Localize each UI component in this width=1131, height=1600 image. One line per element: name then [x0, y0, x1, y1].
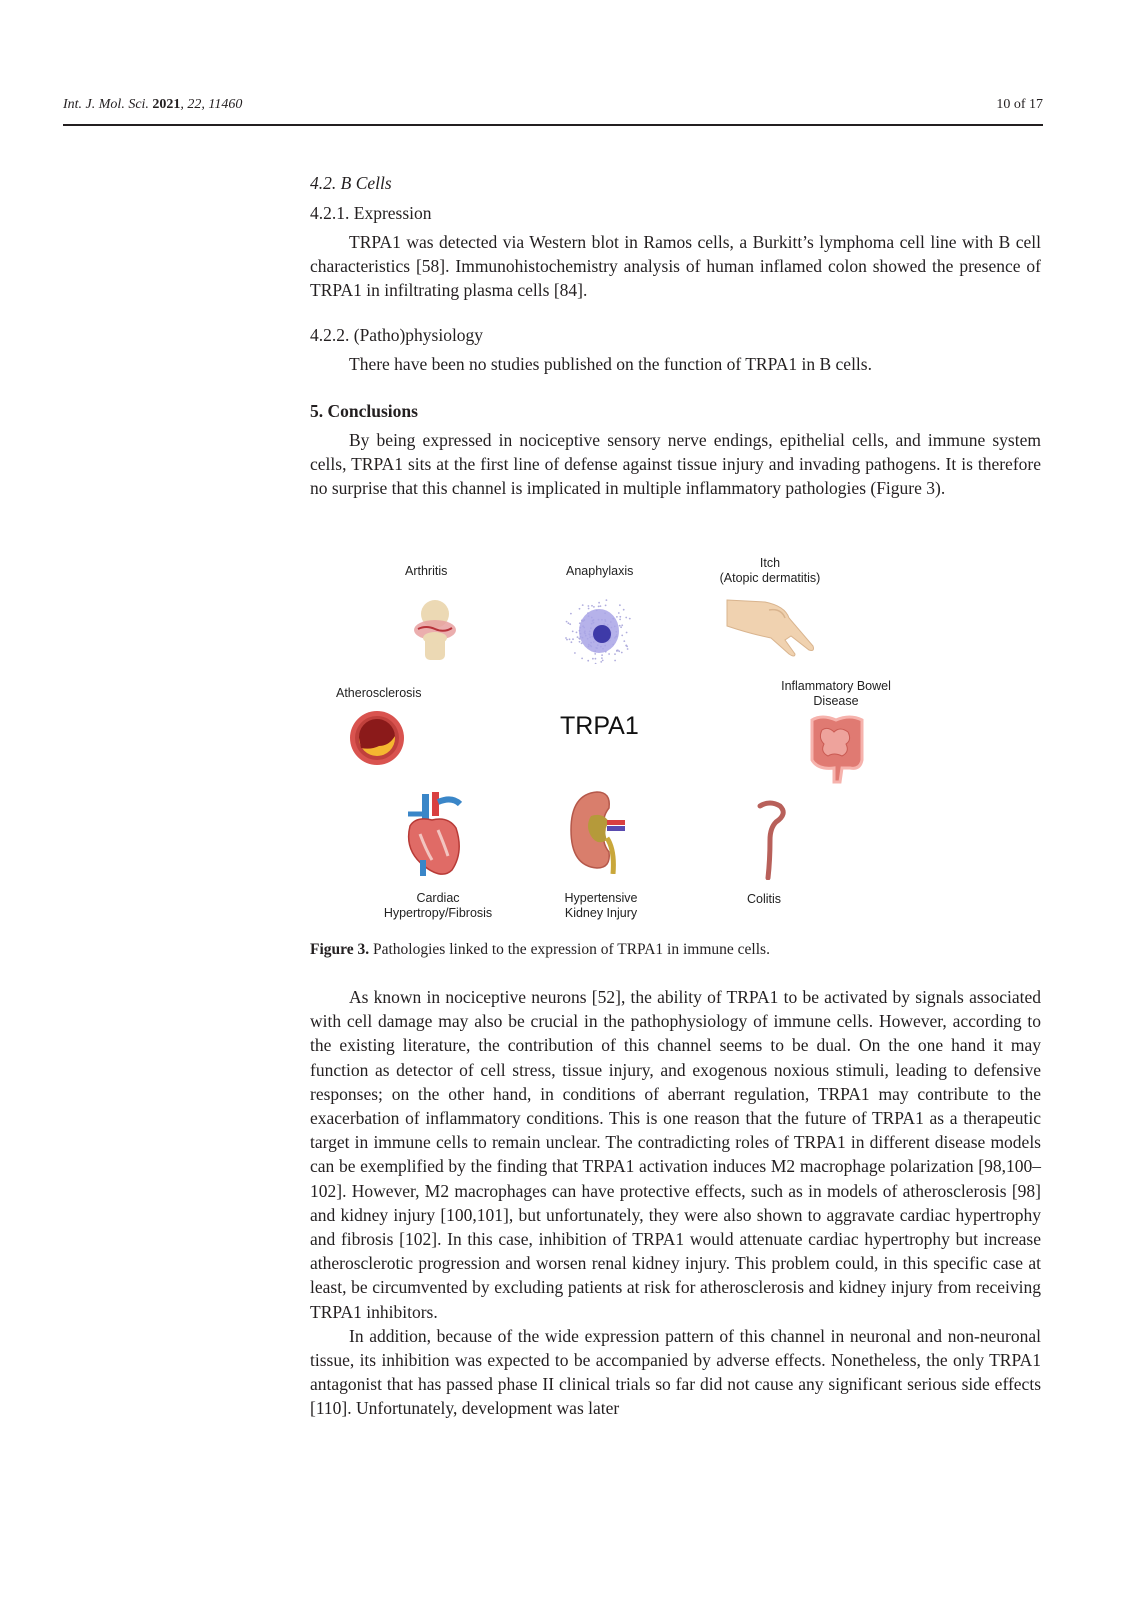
caption-text: Pathologies linked to the expression of TRPA1 in immune cells. [369, 941, 770, 958]
granule-dot [568, 622, 570, 624]
granule-dot [601, 654, 603, 656]
page-number: 10 of 17 [996, 97, 1043, 112]
subsection-title-pathophysiology: 4.2.2. (Patho)physiology [310, 325, 484, 345]
label-cardiac-line2: Hypertropy/Fibrosis [383, 906, 493, 920]
granule-dot [598, 606, 600, 608]
granule-dot [595, 658, 597, 660]
journal-volume: , 22, 11460 [180, 97, 243, 112]
granule-dot [605, 605, 607, 607]
scratching-hand-icon [725, 596, 817, 658]
caption-label: Figure 3. [310, 941, 370, 958]
kidney-icon [567, 790, 631, 874]
granule-dot [619, 625, 621, 627]
paragraph-pathophysiology: There have been no studies published on the function of TRPA1 in B cells. [349, 354, 872, 374]
granule-dot [600, 661, 602, 663]
paragraph-dual-role: As known in nociceptive neurons [52], the ability of TRPA1 to be activated by signals associated with cell damage may also be crucial in the pathophysiology of immune cells. However, according to the existing literature, the contribution of this channel seems to be dual. On the one hand it may function as detector of cell stress, tissue injury, and exogenous noxious stimuli, leading to defensive responses; on the other hand, in conditions of aberrant regulation, TRPA1 may contribute to the exacerbation of inflammatory conditions. This is one reason that the future of TRPA1 as a therapeutic target in immune cells to remain unclear. The contradicting roles of TRPA1 in different disease models can be exemplified by the finding that TRPA1 activation induces M2 macrophage polarization [98,100–102]. However, M2 macrophages can have protective effects, such as in models of atherosclerosis [98] and kidney injury [100,101], but unfortunately, they were also shown to aggravate cardiac hypertrophy and fibrosis [102]. In this case, inhibition of TRPA1 would attenuate cardiac hypertrophy but increase atherosclerotic progression and worsen renal kidney injury. This problem could, in this specific case at least, be circumvented by excluding patients at risk for atherosclerosis and kidney injury from receiving TRPA1 inhibitors. [310, 987, 1041, 1322]
label-itch [714, 556, 826, 586]
granule-dot [577, 636, 579, 638]
granule-dot [614, 660, 616, 662]
granule-dot [600, 605, 602, 607]
granule-dot [588, 608, 590, 610]
section-5-conclusions [310, 399, 1041, 501]
granule-dot [593, 606, 595, 608]
label-itch-line2: (Atopic dermatitis) [719, 571, 821, 585]
label-ibd-line1: Inflammatory Bowel [781, 679, 891, 693]
granule-dot [620, 626, 622, 628]
granule-dot [618, 612, 620, 614]
intestine-icon [806, 712, 866, 784]
granule-dot [592, 658, 594, 660]
colon-segment-icon [754, 800, 788, 880]
granule-dot [595, 663, 597, 664]
section-4-2-2 [310, 323, 1041, 376]
granule-dot [574, 652, 576, 654]
running-header [63, 97, 1043, 117]
label-anaphylaxis: Anaphylaxis [566, 564, 634, 578]
figure-3 [320, 550, 920, 930]
granule-dot [619, 604, 621, 606]
artery-plaque-icon [349, 710, 405, 766]
granule-dot [614, 653, 616, 655]
journal-name: Int. J. Mol. Sci. [63, 97, 149, 112]
granule-dot [619, 619, 621, 621]
granule-dot [569, 623, 571, 625]
granule-dot [623, 640, 625, 642]
granule-dot [571, 641, 573, 643]
granule-dot [601, 657, 603, 659]
granule-dot [616, 616, 618, 618]
paragraph-conclusions: By being expressed in nociceptive sensory nerve endings, epithelial cells, and immune system cells, TRPA1 sits at the first line of defense against tissue injury and invading pathogens. It is therefore no surprise that this channel is implicated in multiple inflammatory pathologies (Figure 3). [310, 430, 1041, 499]
granule-dot [621, 635, 623, 637]
label-kidney [556, 891, 646, 921]
paragraph-expression: TRPA1 was detected via Western blot in Ramos cells, a Burkitt’s lymphoma cell line with B cell characteristics [58]. Immunohistochemistry analysis of human inflamed colon showed the presence of TRPA1 in infiltrating plasma cells [84]. [310, 232, 1041, 301]
granule-dot [606, 599, 608, 601]
granule-dot [579, 608, 581, 610]
label-ibd [776, 679, 896, 709]
journal-year: 2021 [152, 97, 181, 112]
granule-dot [572, 631, 574, 633]
label-atherosclerosis: Atherosclerosis [336, 686, 422, 700]
granule-dot [576, 632, 578, 634]
granule-dot [582, 604, 584, 606]
granule-dot [570, 613, 572, 615]
granule-dot [621, 624, 623, 626]
journal-citation [63, 97, 242, 113]
granule-dot [591, 605, 593, 607]
granule-dot [623, 609, 625, 611]
mast-cell-icon [565, 598, 633, 664]
granule-dot [625, 617, 627, 619]
header-divider [63, 124, 1043, 126]
heart-icon [402, 790, 466, 878]
label-kidney-line2: Kidney Injury [564, 906, 638, 920]
granule-dot [621, 652, 623, 654]
granule-dot [627, 648, 629, 650]
paragraph-adverse-effects: In addition, because of the wide expression pattern of this channel in neuronal and non-neuronal tissue, its inhibition was expected to be accompanied by adverse effects. Nonetheless, the only TRPA1 antagonist that has passed phase II clinical trials so far did not cause any significant serious side effects [110]. Unfortunately, development was later [310, 1325, 1041, 1419]
granule-dot [587, 660, 589, 662]
granule-dot [602, 660, 604, 662]
granule-dot [629, 618, 631, 620]
section-title-b-cells: 4.2. B Cells [310, 173, 392, 193]
granule-dot [616, 650, 618, 652]
granule-dot [598, 602, 600, 604]
label-ibd-line2: Disease [813, 694, 859, 708]
label-cardiac-line1: Cardiac [416, 891, 460, 905]
discussion-body [310, 985, 1041, 1421]
granule-dot [625, 645, 627, 647]
knee-joint-icon [412, 598, 458, 660]
section-title-conclusions: 5. Conclusions [310, 401, 418, 421]
granule-dot [569, 638, 571, 640]
subsection-title-expression: 4.2.1. Expression [310, 203, 432, 223]
granule-dot [566, 621, 568, 623]
granule-dot [566, 639, 568, 641]
label-kidney-line1: Hypertensive [564, 891, 638, 905]
granule-dot [572, 638, 574, 640]
granule-dot [588, 605, 590, 607]
granule-dot [626, 632, 628, 634]
label-cardiac [378, 891, 498, 921]
granule-dot [565, 637, 567, 639]
center-label-trpa1: TRPA1 [560, 712, 639, 740]
figure-caption [310, 941, 770, 959]
label-arthritis: Arthritis [405, 564, 448, 578]
granule-dot [581, 658, 583, 660]
label-colitis: Colitis [747, 892, 782, 906]
section-4-2 [310, 171, 1041, 303]
label-itch-line1: Itch [759, 556, 781, 570]
granule-dot [594, 653, 596, 655]
granule-dot [619, 616, 621, 618]
granule-dot [579, 641, 581, 643]
granule-dot [608, 653, 610, 655]
